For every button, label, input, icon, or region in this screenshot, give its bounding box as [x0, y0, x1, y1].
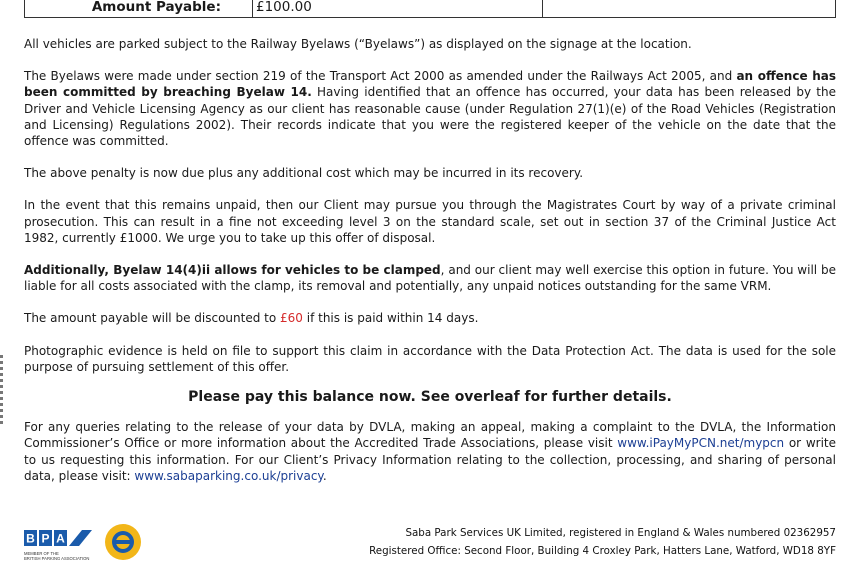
approved-operator-seal-icon — [104, 523, 142, 561]
amount-payable-value: £100.00 — [252, 0, 543, 17]
ipaymypcn-link[interactable]: www.iPayMyPCN.net/mypcn — [617, 436, 785, 451]
paragraph-clamping-bold: Additionally, Byelaw 14(4)ii allows for vehicles to be clamped — [24, 263, 441, 278]
paragraph-penalty-due: The above penalty is now due plus any additional cost which may be incurred in its recovery. — [24, 166, 584, 181]
paragraph-discount — [24, 310, 836, 326]
paragraph-clamping-text: , and our client may well exercise this option in future. You will be liable for all costs associated with the clamp, its removal and potentially, any unpaid notices outstanding for the same VRM. — [24, 263, 836, 294]
paragraph-clamping — [24, 262, 836, 294]
paragraph-prosecution: In the event that this remains unpaid, then our Client may pursue you through the Magistrates Court by way of a private criminal prosecution. This can result in a fine not exceeding level 3 on the standard scale, set out in section 37 of the Criminal Justice Act 1982, currently £1000. We urge you to take up this offer of disposal. — [24, 198, 836, 245]
pay-balance-heading: Please pay this balance now. See overleaf for further details. — [188, 389, 672, 406]
paragraph-byelaws-intro: All vehicles are parked subject to the Railway Byelaws (“Byelaws”) as displayed on the signage at the location. — [24, 37, 692, 51]
bpa-subtext-1: MEMBER OF THE — [24, 551, 59, 556]
paragraph-offence — [24, 68, 836, 149]
paragraph-discount-text-b: if this is paid within 14 days. — [302, 311, 479, 326]
paragraph-offence-text-a: The Byelaws were made under section 219 of the Transport Act 2000 as amended under the Railways Act 2005, and — [24, 69, 737, 84]
bpa-letter-b: B — [26, 531, 35, 546]
paragraph-queries — [24, 419, 836, 484]
paragraph-offence-bold: an offence has been committed by breaching Byelaw 14. — [24, 69, 836, 100]
paragraph-queries-text-a: For any queries relating to the release of your data by DVLA, making an appeal, making a complaint to the DVLA, the Information Commissioner’s Office or more information about the Accredited Trade Associations, please visit — [24, 420, 836, 451]
footer — [0, 520, 865, 570]
paragraph-photographic-evidence: Photographic evidence is held on file to support this claim in accordance with the Data Protection Act. The data is used for the sole purpose of pursuing settlement of this offer. — [24, 343, 836, 374]
paragraph-queries-text-c: . — [322, 468, 327, 483]
bpa-subtext-2: BRITISH PARKING ASSOCIATION — [24, 556, 90, 561]
margin-mark — [0, 355, 3, 425]
paragraph-queries-text-b: or write to us requesting this information. For our Client’s Privacy Information relating to the collection, processing, and sharing of personal data, please visit: — [24, 436, 836, 483]
bpa-letter-a: A — [56, 531, 65, 546]
letter-body — [24, 36, 836, 484]
amount-payable-label: Amount Payable: — [91, 0, 221, 15]
bpa-letter-p: P — [41, 531, 50, 546]
discount-amount: £60 — [280, 311, 303, 326]
company-registration-line: Saba Park Services UK Limited, registered in England & Wales numbered 02362957 — [405, 527, 836, 539]
company-registration-info — [369, 524, 836, 560]
bpa-logo — [24, 526, 98, 566]
privacy-link[interactable]: www.sabaparking.co.uk/privacy — [134, 468, 323, 483]
amount-payable-row — [24, 0, 836, 18]
paragraph-offence-text-b: Having identified that an offence has occurred, your data has been released by the Driver and Vehicle Licensing Agency as our client has reasonable cause (under Regulation 27(1)(e) of the Road Vehicles (Registration and Licensing) Regulations 2002). Their records indicate that you were the registered keeper of the vehicle on the date that the offence was committed. — [24, 85, 836, 149]
paragraph-discount-text-a: The amount payable will be discounted to — [24, 311, 281, 326]
registered-office-line: Registered Office: Second Floor, Building 4 Croxley Park, Hatters Lane, Watford, WD18 8YF — [369, 545, 836, 557]
